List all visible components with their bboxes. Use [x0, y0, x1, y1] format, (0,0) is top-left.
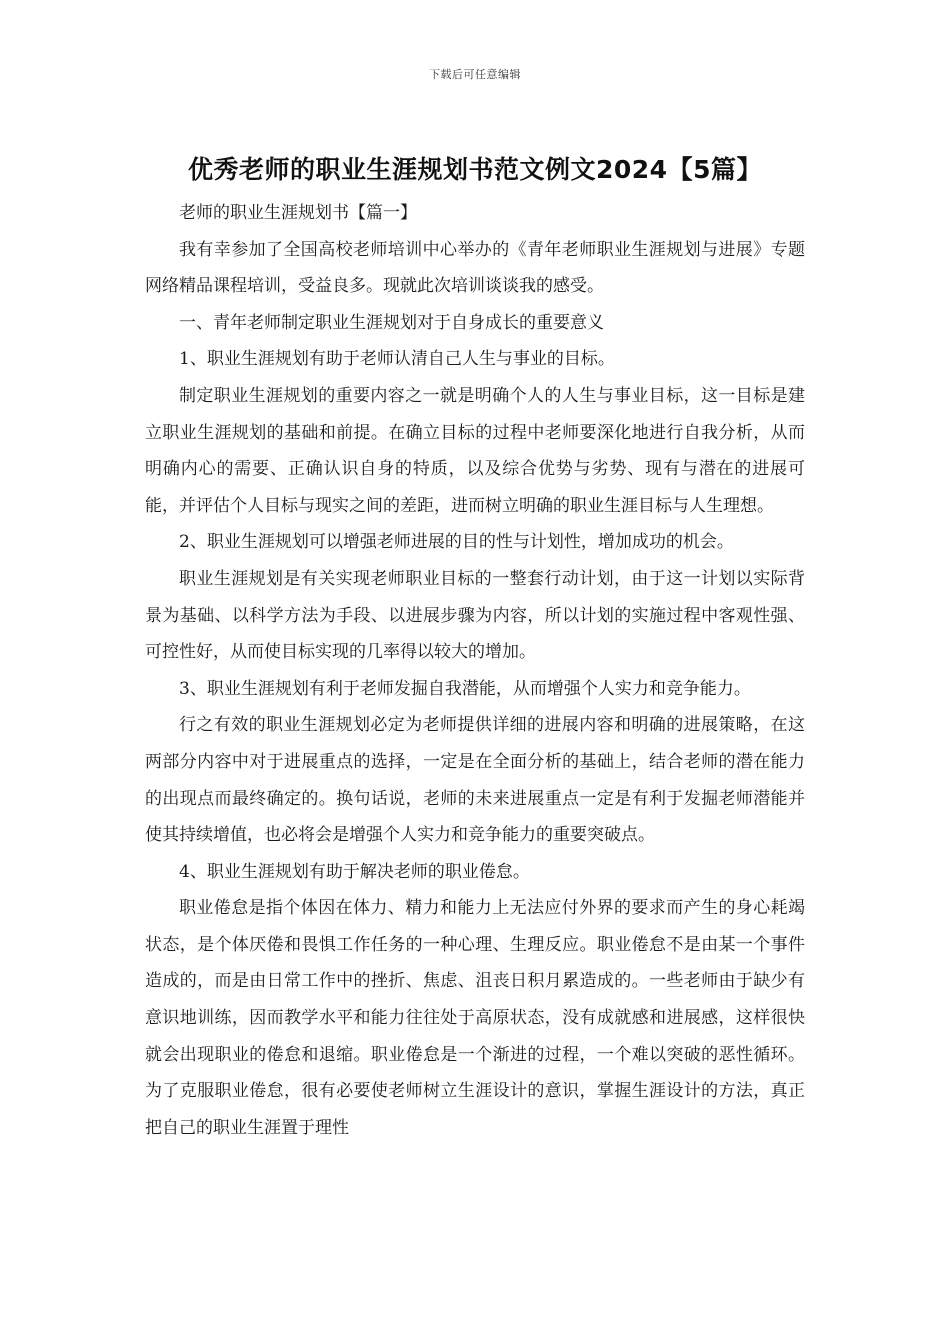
header-note: 下载后可任意编辑: [429, 68, 521, 81]
sub-heading: 2、职业生涯规划可以增强老师进展的目的性与计划性，增加成功的机会。: [179, 532, 734, 553]
section-heading: 一、青年老师制定职业生涯规划对于自身成长的重要意义: [179, 312, 604, 333]
paragraph: 职业生涯规划是有关实现老师职业目标的一整套行动计划，由于这一计划以实际背景为基础、以科学方法为手段、以进展步骤为内容，所以计划的实施过程中客观性强、可控性好，从而使目标实现的几率得以较大的增加。: [145, 568, 805, 663]
sub-heading: 3、职业生涯规划有利于老师发掘自我潜能，从而增强个人实力和竞争能力。: [179, 678, 751, 699]
paragraph: 我有幸参加了全国高校老师培训中心举办的《青年老师职业生涯规划与进展》专题网络精品课程培训，受益良多。现就此次培训谈谈我的感受。: [145, 239, 805, 297]
sub-heading: 1、职业生涯规划有助于老师认清自己人生与事业的目标。: [179, 349, 615, 370]
paragraph: 职业倦怠是指个体因在体力、精力和能力上无法应付外界的要求而产生的身心耗竭状态，是个体厌倦和畏惧工作任务的一种心理、生理反应。职业倦怠不是由某一个事件造成的，而是由日常工作中的挫折、焦虑、沮丧日积月累造成的。一些老师由于缺少有意识地训练，因而教学水平和能力往往处于高原状态，没有成就感和进展感，这样很快就会出现职业的倦怠和退缩。职业倦怠是一个渐进的过程，一个难以突破的恶性循环。为了克服职业倦怠，很有必要使老师树立生涯设计的意识，掌握生涯设计的方法，真正把自己的职业生涯置于理性: [145, 898, 805, 1138]
document-body: [145, 195, 805, 1146]
paragraph: 行之有效的职业生涯规划必定为老师提供详细的进展内容和明确的进展策略，在这两部分内容中对于进展重点的选择，一定是在全面分析的基础上，结合老师的潜在能力的出现点而最终确定的。换句话说，老师的未来进展重点一定是有利于发掘老师潜能并使其持续增值，也必将会是增强个人实力和竞争能力的重要突破点。: [145, 715, 805, 846]
section-heading: 老师的职业生涯规划书【篇一】: [179, 203, 417, 223]
document-title: 优秀老师的职业生涯规划书范文例文2024【5篇】: [188, 155, 762, 184]
paragraph: 制定职业生涯规划的重要内容之一就是明确个人的人生与事业目标，这一目标是建立职业生涯规划的基础和前提。在确立目标的过程中老师要深化地进行自我分析，从而明确内心的需要、正确认识自身的特质，以及综合优势与劣势、现有与潜在的进展可能，并评估个人目标与现实之间的差距，进而树立明确的职业生涯目标与人生理想。: [145, 385, 805, 516]
sub-heading: 4、职业生涯规划有助于解决老师的职业倦怠。: [179, 861, 530, 882]
